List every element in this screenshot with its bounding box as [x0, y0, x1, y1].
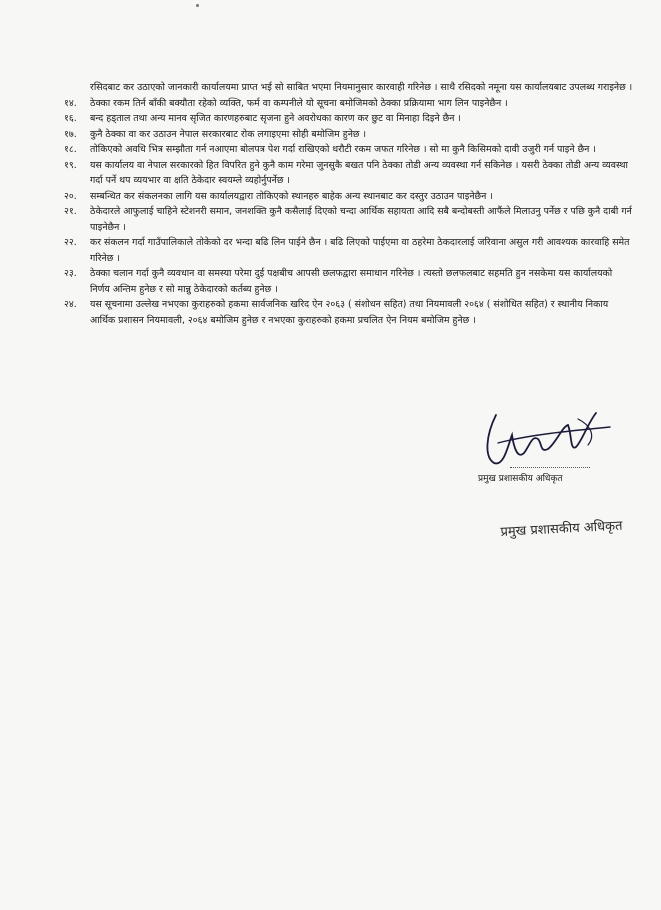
clause-18	[64, 142, 634, 158]
clause-list	[64, 80, 634, 328]
intro-paragraph: रसिदबाट कर उठाएको जानकारी कार्यालयमा प्राप्त भई सो साबित भएमा नियमानुसार कारवाही गरिनेछ । साथै रसिदको नमूना यस कार्यालयबाट उपलब्ध गराइनेछ ।	[90, 82, 633, 93]
clause-23	[64, 266, 634, 297]
clause-number: २२.	[64, 237, 77, 248]
clause-number: २१.	[64, 206, 77, 217]
signature-caption: प्रमुख प्रशासकीय अधिकृत	[478, 474, 563, 484]
clause-text: बन्द हड्ताल तथा अन्य मानव सृजित कारणहरुबाट सृजना हुने अवरोधका कारण कर छुट वा मिनाहा दिइने छैन ।	[90, 113, 461, 124]
handwritten-signature	[478, 405, 618, 471]
clause-20	[64, 189, 634, 205]
clause-21	[64, 204, 634, 235]
clause-text: कुनै ठेक्का वा कर उठाउन नेपाल सरकारबाट रोक लगाइएमा सोही बमोजिम हुनेछ ।	[90, 128, 367, 140]
clause-number: १८.	[64, 144, 77, 155]
clause-text: सम्बन्धित कर संकलनका लागि यस कार्यालयद्वारा तोकिएको स्थानहरु बाहेक अन्य स्थानबाट कर दस्तुर उठाउन पाइनेछैन ।	[90, 190, 493, 202]
signature-block	[478, 405, 618, 495]
clause-text: तोकिएको अवधि भित्र सम्झौता गर्न नआएमा बोलपत्र पेश गर्दा राखिएको धरौटी रकम जफत गरिनेछ । सो मा कुनै किसिमको दावी उजुरी गर्न पाइने छैन ।	[90, 144, 596, 155]
clause-14	[64, 96, 634, 112]
clause-number: १९.	[64, 159, 77, 171]
clause-24	[64, 297, 634, 328]
clause-number: १६.	[64, 113, 77, 124]
clause-text: यस कार्यालय वा नेपाल सरकारको हित विपरित हुने कुनै काम गरेमा जुनसुकै बखत पनि ठेक्का तोडी अन्य व्यवस्था गर्न सकिनेछ । यसरी ठेक्का तोडी अन्य व्यवस्था गर्दा पर्ने थप व्ययभार वा क्षति ठेकेदार स्वयम्ले व्यहोर्नुपर्नेछ ।	[90, 159, 628, 186]
official-stamp: प्रमुख प्रशासकीय अधिकृत	[500, 518, 623, 540]
clause-text: ठेक्का चलान गर्दा कुनै व्यवधान वा समस्या परेमा दुई पक्षबीच आपसी छलफद्वारा समाधान गरिनेछ । त्यस्तो छलफलबाट सहमति हुन नसकेमा यस कार्यालयको निर्णय अन्तिम हुनेछ र सो मान्नु ठेकेदारको कर्तब्य हुनेछ ।	[90, 268, 613, 295]
clause-22	[64, 235, 634, 266]
clause-text: ठेक्का रकम तिर्न बाँकी बक्यौता रहेको व्यक्ति, फर्म वा कम्पनीले यो सूचना बमोजिमको ठेक्का प्रक्रियामा भाग लिन पाइनेछैन ।	[90, 97, 508, 109]
scan-speck	[196, 4, 199, 7]
clause-text: यस सूचनामा उल्लेख नभएका कुराहरुको हकमा सार्वजनिक खरिद ऐन २०६३ ( संशोधन सहित) तथा नियमावली २०६४ ( संशोधित सहित) र स्थानीय निकाय आर्थिक प्रशासन नियमावली, २०६४ बमोजिम हुनेछ र नभएका कुराहरुको हकमा प्रचलित ऐन नियम बमोजिम हुनेछ ।	[90, 299, 609, 326]
clause-19	[64, 158, 634, 189]
clause-number: १४.	[64, 97, 77, 109]
clause-number: २३.	[64, 268, 77, 279]
clause-text: ठेकेदारले आफुलाई चाहिने स्टेशनरी समान, जनशक्ति कुनै कसैलाई दिएको चन्दा आर्थिक सहायता आदि सबै बन्दोबस्ती आफैंले मिलाउनु पर्नेछ र पछि कुनै दाबी गर्न पाइनेछैन ।	[90, 206, 632, 233]
clause-number: २४.	[64, 299, 77, 310]
clause-16	[64, 111, 634, 127]
clause-17	[64, 127, 634, 143]
clause-number: १७.	[64, 128, 77, 140]
clause-number: २०.	[64, 190, 77, 202]
clause-text: कर संकलन गर्दा गाउँपालिकाले तोकेको दर भन्दा बढि लिन पाईने छैन । बढि लिएको पाईएमा वा ठहरेमा ठेकदारलाई जरिवाना असुल गरी आवश्यक कारवाहि समेत गरिनेछ ।	[90, 237, 630, 264]
signature-line	[510, 467, 590, 468]
